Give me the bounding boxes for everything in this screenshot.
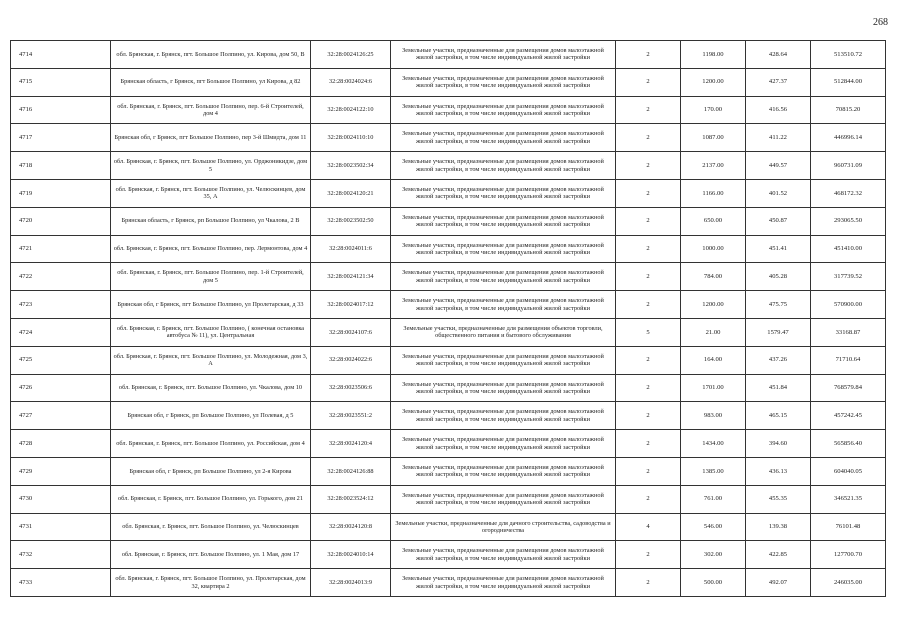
table-row xyxy=(11,291,886,319)
row-number: 4718 xyxy=(11,152,111,180)
row-area: 1200.00 xyxy=(681,68,746,96)
row-number: 4720 xyxy=(11,207,111,235)
row-address: Брянская обл, г Брянск, рп Большое Полпино, ул 2-я Кирова xyxy=(111,457,311,485)
row-land-purpose: Земельные участки, предназначенные для размещения домов малоэтажной жилой застройки, в том числе индивидуальной жилой застройки xyxy=(391,402,616,430)
row-cadastral-number: 32:28:0024120:8 xyxy=(311,513,391,541)
row-cadastral-cost: 293065.50 xyxy=(811,207,886,235)
row-group: 2 xyxy=(616,541,681,569)
row-specific-value: 455.35 xyxy=(746,485,811,513)
row-area: 2137.00 xyxy=(681,152,746,180)
row-cadastral-number: 32:28:0023506:6 xyxy=(311,374,391,402)
row-address: обл. Брянская, г. Брянск, пгт. Большое Полпино, пер. 6-й Строителей, дом 4 xyxy=(111,96,311,124)
table-row xyxy=(11,235,886,263)
row-area: 21.00 xyxy=(681,318,746,346)
row-area: 1087.00 xyxy=(681,124,746,152)
row-address: обл. Брянская, г. Брянск, пгт. Большое Полпино, ул. Чкалова, дом 10 xyxy=(111,374,311,402)
row-area: 761.00 xyxy=(681,485,746,513)
row-address: обл. Брянская, г. Брянск, пгт. Большое Полпино, ул. Пролетарская, дом 32, квартира 2 xyxy=(111,569,311,597)
row-land-purpose: Земельные участки, предназначенные для размещения домов малоэтажной жилой застройки, в том числе индивидуальной жилой застройки xyxy=(391,68,616,96)
row-cadastral-number: 32:28:0024120:4 xyxy=(311,430,391,458)
row-land-purpose: Земельные участки, предназначенные для размещения домов малоэтажной жилой застройки, в том числе индивидуальной жилой застройки xyxy=(391,346,616,374)
row-address: обл. Брянская, г. Брянск, пгт. Большое Полпино, ( конечная остановка автобуса № 11), ул. Центральная xyxy=(111,318,311,346)
row-area: 164.00 xyxy=(681,346,746,374)
row-specific-value: 416.56 xyxy=(746,96,811,124)
row-specific-value: 401.52 xyxy=(746,179,811,207)
row-land-purpose: Земельные участки, предназначенные для размещения домов малоэтажной жилой застройки, в том числе индивидуальной жилой застройки xyxy=(391,235,616,263)
row-address: Брянская обл, г Брянск, рп Большое Полпино, ул Полевая, д 5 xyxy=(111,402,311,430)
row-area: 983.00 xyxy=(681,402,746,430)
row-specific-value: 1579.47 xyxy=(746,318,811,346)
row-group: 2 xyxy=(616,291,681,319)
row-area: 1000.00 xyxy=(681,235,746,263)
row-specific-value: 475.75 xyxy=(746,291,811,319)
row-cadastral-cost: 512844.00 xyxy=(811,68,886,96)
row-address: обл. Брянская, г. Брянск, пгт. Большое Полпино, ул. Челюскинцев, дом 35, А xyxy=(111,179,311,207)
row-cadastral-number: 32:28:0023502:50 xyxy=(311,207,391,235)
table-row xyxy=(11,152,886,180)
row-number: 4728 xyxy=(11,430,111,458)
row-address: обл. Брянская, г. Брянск, пгт. Большое Полпино, ул. Горького, дом 21 xyxy=(111,485,311,513)
row-cadastral-cost: 33168.87 xyxy=(811,318,886,346)
table-row xyxy=(11,207,886,235)
table-row xyxy=(11,513,886,541)
row-address: обл. Брянская, г. Брянск, пгт. Большое Полпино, ул. Российская, дом 4 xyxy=(111,430,311,458)
row-cadastral-cost: 768579.84 xyxy=(811,374,886,402)
table-row xyxy=(11,430,886,458)
row-cadastral-cost: 71710.64 xyxy=(811,346,886,374)
row-specific-value: 394.60 xyxy=(746,430,811,458)
row-cadastral-cost: 246035.00 xyxy=(811,569,886,597)
row-address: Брянская область, г Брянск, пгт Большое Полпино, ул Кирова, д 82 xyxy=(111,68,311,96)
row-group: 2 xyxy=(616,235,681,263)
table-row xyxy=(11,457,886,485)
row-group: 4 xyxy=(616,513,681,541)
row-number: 4722 xyxy=(11,263,111,291)
table-row xyxy=(11,402,886,430)
row-number: 4721 xyxy=(11,235,111,263)
row-group: 2 xyxy=(616,41,681,69)
table-row xyxy=(11,374,886,402)
row-cadastral-number: 32:28:0024013:9 xyxy=(311,569,391,597)
table-row xyxy=(11,263,886,291)
row-area: 546.00 xyxy=(681,513,746,541)
row-cadastral-cost: 76101.48 xyxy=(811,513,886,541)
row-number: 4716 xyxy=(11,96,111,124)
row-land-purpose: Земельные участки, предназначенные для размещения домов малоэтажной жилой застройки, в том числе индивидуальной жилой застройки xyxy=(391,485,616,513)
row-land-purpose: Земельные участки, предназначенные для размещения домов малоэтажной жилой застройки, в том числе индивидуальной жилой застройки xyxy=(391,569,616,597)
row-group: 2 xyxy=(616,374,681,402)
row-number: 4724 xyxy=(11,318,111,346)
row-land-purpose: Земельные участки, предназначенные для размещения домов малоэтажной жилой застройки, в том числе индивидуальной жилой застройки xyxy=(391,457,616,485)
row-cadastral-cost: 468172.32 xyxy=(811,179,886,207)
row-specific-value: 427.37 xyxy=(746,68,811,96)
row-address: обл. Брянская, г. Брянск, пгт. Большое Полпино, ул. Орджоникидзе, дом 5 xyxy=(111,152,311,180)
row-address: обл. Брянская, г. Брянск, пгт. Большое Полпино, ул. Челюскинцев xyxy=(111,513,311,541)
row-land-purpose: Земельные участки, предназначенные для размещения домов малоэтажной жилой застройки, в том числе индивидуальной жилой застройки xyxy=(391,291,616,319)
row-area: 170.00 xyxy=(681,96,746,124)
row-number: 4732 xyxy=(11,541,111,569)
row-land-purpose: Земельные участки, предназначенные для размещения домов малоэтажной жилой застройки, в том числе индивидуальной жилой застройки xyxy=(391,152,616,180)
row-area: 1166.00 xyxy=(681,179,746,207)
row-cadastral-number: 32:28:0024110:10 xyxy=(311,124,391,152)
row-area: 500.00 xyxy=(681,569,746,597)
row-specific-value: 139.38 xyxy=(746,513,811,541)
row-area: 1701.00 xyxy=(681,374,746,402)
row-number: 4714 xyxy=(11,41,111,69)
row-specific-value: 436.13 xyxy=(746,457,811,485)
row-area: 784.00 xyxy=(681,263,746,291)
row-land-purpose: Земельные участки, предназначенные для размещения домов малоэтажной жилой застройки, в том числе индивидуальной жилой застройки xyxy=(391,179,616,207)
row-specific-value: 449.57 xyxy=(746,152,811,180)
page-number: 268 xyxy=(873,17,888,28)
row-cadastral-number: 32:28:0024022:6 xyxy=(311,346,391,374)
row-area: 1198.00 xyxy=(681,41,746,69)
row-group: 2 xyxy=(616,457,681,485)
row-number: 4717 xyxy=(11,124,111,152)
row-cadastral-number: 32:28:0024121:34 xyxy=(311,263,391,291)
row-cadastral-cost: 513510.72 xyxy=(811,41,886,69)
row-cadastral-number: 32:28:0024017:12 xyxy=(311,291,391,319)
row-specific-value: 411.22 xyxy=(746,124,811,152)
table-row xyxy=(11,124,886,152)
land-cadastral-table xyxy=(10,40,886,597)
row-area: 1434.00 xyxy=(681,430,746,458)
row-address: Брянская обл, г Брянск, пгт Большое Полпино, ул Пролетарская, д 33 xyxy=(111,291,311,319)
table-row xyxy=(11,346,886,374)
row-cadastral-cost: 346521.35 xyxy=(811,485,886,513)
row-group: 2 xyxy=(616,346,681,374)
row-cadastral-number: 32:28:0023551:2 xyxy=(311,402,391,430)
row-land-purpose: Земельные участки, предназначенные для размещения домов малоэтажной жилой застройки, в том числе индивидуальной жилой застройки xyxy=(391,430,616,458)
row-specific-value: 428.64 xyxy=(746,41,811,69)
table-row xyxy=(11,68,886,96)
row-number: 4730 xyxy=(11,485,111,513)
row-group: 5 xyxy=(616,318,681,346)
row-specific-value: 451.84 xyxy=(746,374,811,402)
row-specific-value: 465.15 xyxy=(746,402,811,430)
row-cadastral-number: 32:28:0024120:21 xyxy=(311,179,391,207)
row-specific-value: 451.41 xyxy=(746,235,811,263)
row-specific-value: 450.87 xyxy=(746,207,811,235)
row-group: 2 xyxy=(616,152,681,180)
row-cadastral-cost: 317739.52 xyxy=(811,263,886,291)
row-area: 302.00 xyxy=(681,541,746,569)
row-address: обл. Брянская, г. Брянск, пгт. Большое Полпино, пер. 1-й Строителей, дом 5 xyxy=(111,263,311,291)
row-group: 2 xyxy=(616,485,681,513)
table-row xyxy=(11,485,886,513)
row-cadastral-cost: 570900.00 xyxy=(811,291,886,319)
row-specific-value: 437.26 xyxy=(746,346,811,374)
row-cadastral-cost: 457242.45 xyxy=(811,402,886,430)
row-cadastral-number: 32:28:0024010:14 xyxy=(311,541,391,569)
row-number: 4727 xyxy=(11,402,111,430)
row-land-purpose: Земельные участки, предназначенные для размещения домов малоэтажной жилой застройки, в том числе индивидуальной жилой застройки xyxy=(391,263,616,291)
row-area: 1200.00 xyxy=(681,291,746,319)
row-address: Брянская обл, г Брянск, пгт Большое Полпино, пер 3-й Шмидта, дом 11 xyxy=(111,124,311,152)
row-area: 1385.00 xyxy=(681,457,746,485)
row-cadastral-number: 32:28:0023502:34 xyxy=(311,152,391,180)
row-number: 4726 xyxy=(11,374,111,402)
row-cadastral-number: 32:28:0024122:10 xyxy=(311,96,391,124)
row-cadastral-number: 32:28:0023524:12 xyxy=(311,485,391,513)
row-cadastral-cost: 565856.40 xyxy=(811,430,886,458)
row-land-purpose: Земельные участки, предназначенные для размещения домов малоэтажной жилой застройки, в том числе индивидуальной жилой застройки xyxy=(391,207,616,235)
row-land-purpose: Земельные участки, предназначенные для размещения объектов торговли, общественного питания и бытового обслуживания xyxy=(391,318,616,346)
row-cadastral-cost: 70815.20 xyxy=(811,96,886,124)
row-address: обл. Брянская, г. Брянск, пгт. Большое Полпино, ул. Молодежная, дом 3, А xyxy=(111,346,311,374)
row-group: 2 xyxy=(616,179,681,207)
row-cadastral-number: 32:28:0024107:6 xyxy=(311,318,391,346)
row-number: 4715 xyxy=(11,68,111,96)
table-row xyxy=(11,41,886,69)
row-address: обл. Брянская, г. Брянск, пгт. Большое Полпино, пер. Лермонтова, дом 4 xyxy=(111,235,311,263)
row-cadastral-cost: 446996.14 xyxy=(811,124,886,152)
row-specific-value: 405.28 xyxy=(746,263,811,291)
row-address: обл. Брянская, г. Брянск, пгт. Большое Полпино, ул. 1 Мая, дом 17 xyxy=(111,541,311,569)
row-land-purpose: Земельные участки, предназначенные для размещения домов малоэтажной жилой застройки, в том числе индивидуальной жилой застройки xyxy=(391,41,616,69)
row-cadastral-number: 32:28:0024126:25 xyxy=(311,41,391,69)
row-cadastral-number: 32:28:0024126:88 xyxy=(311,457,391,485)
row-number: 4719 xyxy=(11,179,111,207)
row-address: Брянская область, г Брянск, рп Большое Полпино, ул Чкалова, 2 В xyxy=(111,207,311,235)
table-row xyxy=(11,96,886,124)
row-specific-value: 422.85 xyxy=(746,541,811,569)
row-number: 4725 xyxy=(11,346,111,374)
row-land-purpose: Земельные участки, предназначенные для размещения домов малоэтажной жилой застройки, в том числе индивидуальной жилой застройки xyxy=(391,124,616,152)
row-group: 2 xyxy=(616,124,681,152)
row-address: обл. Брянская, г. Брянск, пгт. Большое Полпино, ул. Кирова, дом 50, В xyxy=(111,41,311,69)
row-land-purpose: Земельные участки, предназначенные для размещения домов малоэтажной жилой застройки, в том числе индивидуальной жилой застройки xyxy=(391,374,616,402)
table-row xyxy=(11,179,886,207)
table-row xyxy=(11,318,886,346)
row-land-purpose: Земельные участки, предназначенные для размещения домов малоэтажной жилой застройки, в том числе индивидуальной жилой застройки xyxy=(391,96,616,124)
row-group: 2 xyxy=(616,569,681,597)
row-area: 650.00 xyxy=(681,207,746,235)
row-cadastral-number: 32:28:0024024:6 xyxy=(311,68,391,96)
row-number: 4731 xyxy=(11,513,111,541)
row-group: 2 xyxy=(616,402,681,430)
row-number: 4723 xyxy=(11,291,111,319)
row-group: 2 xyxy=(616,96,681,124)
row-land-purpose: Земельные участки, предназначенные для размещения домов малоэтажной жилой застройки, в том числе индивидуальной жилой застройки xyxy=(391,541,616,569)
row-cadastral-number: 32:28:0024011:6 xyxy=(311,235,391,263)
row-number: 4733 xyxy=(11,569,111,597)
row-cadastral-cost: 127700.70 xyxy=(811,541,886,569)
row-group: 2 xyxy=(616,430,681,458)
table-row xyxy=(11,541,886,569)
row-land-purpose: Земельные участки, предназначенные для дачного строительства, садоводства и огородничества xyxy=(391,513,616,541)
row-specific-value: 492.07 xyxy=(746,569,811,597)
row-cadastral-cost: 960731.09 xyxy=(811,152,886,180)
row-cadastral-cost: 604040.05 xyxy=(811,457,886,485)
table-row xyxy=(11,569,886,597)
row-cadastral-cost: 451410.00 xyxy=(811,235,886,263)
table-body xyxy=(11,41,886,597)
row-group: 2 xyxy=(616,68,681,96)
row-number: 4729 xyxy=(11,457,111,485)
row-group: 2 xyxy=(616,207,681,235)
row-group: 2 xyxy=(616,263,681,291)
